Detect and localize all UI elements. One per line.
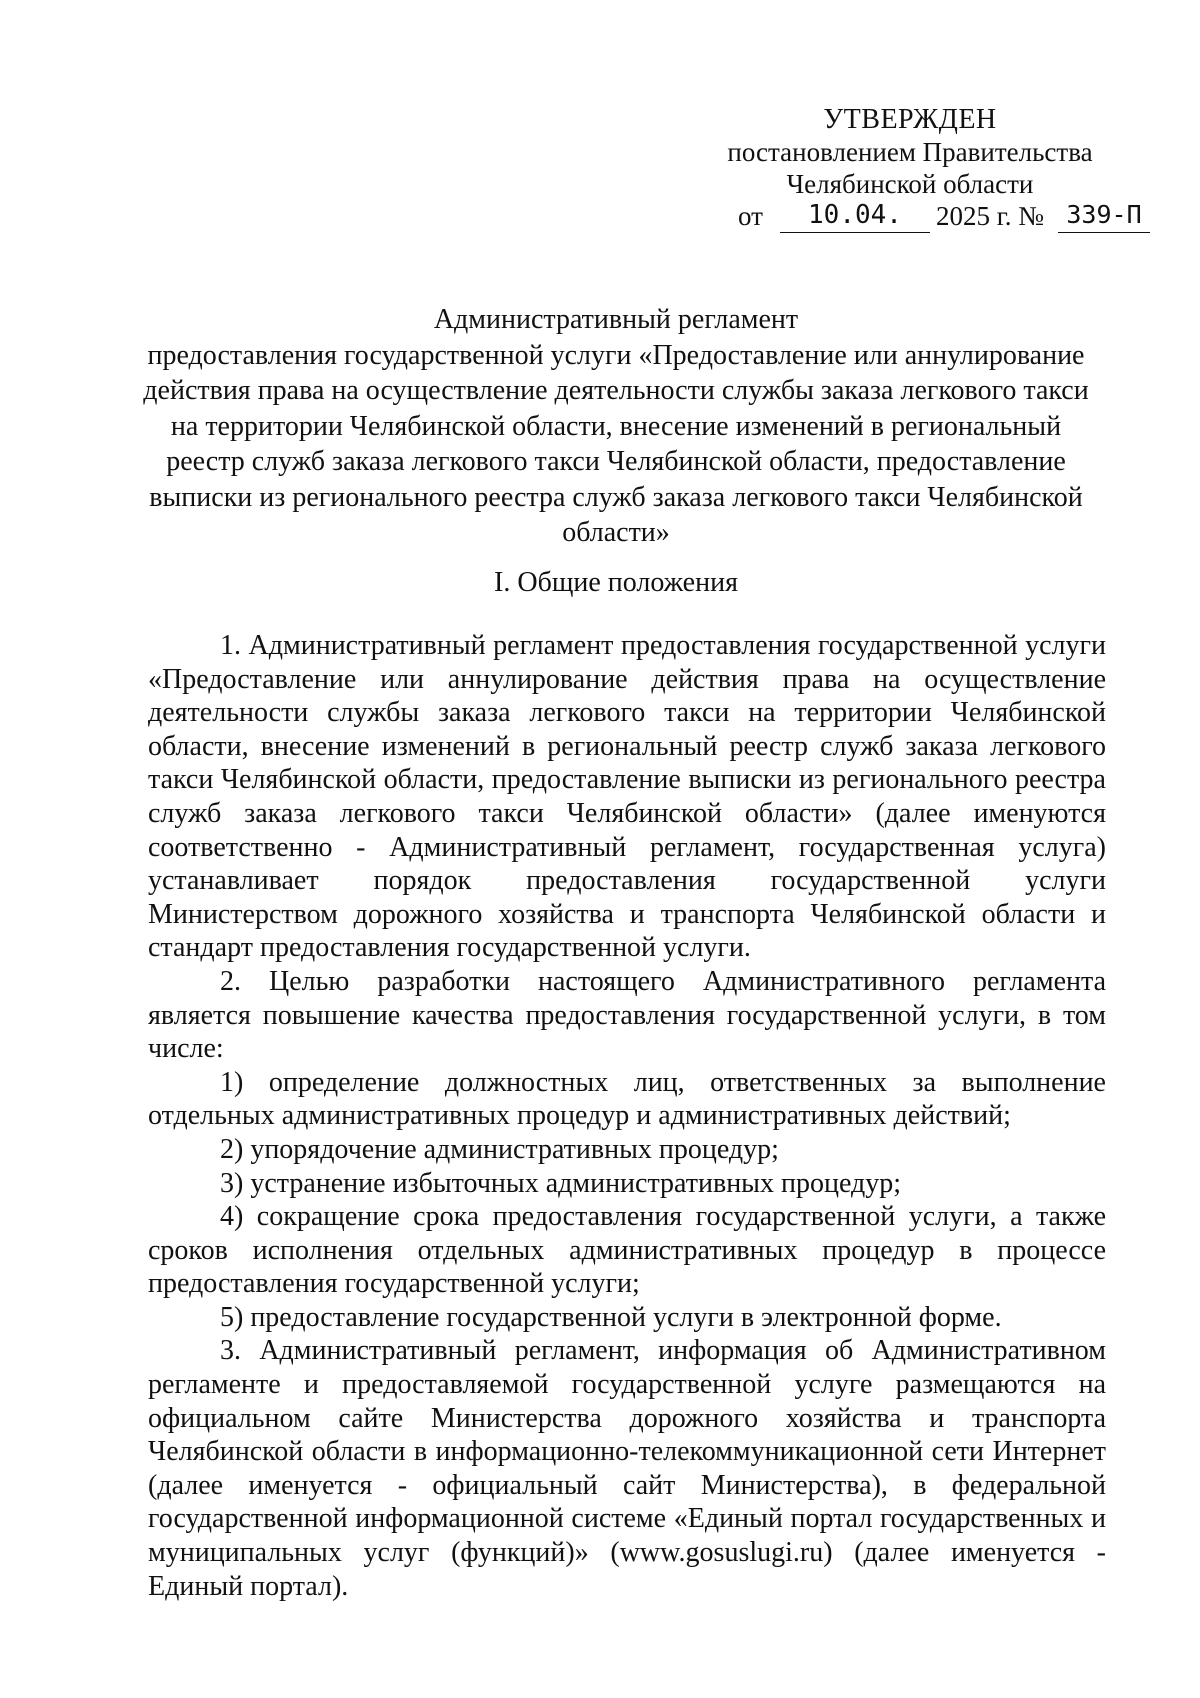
list-item: 1) определение должностных лиц, ответственных за выполнение отдельных административных процедур и административных действий;	[148, 1066, 1106, 1132]
approval-year-label: 2025 г. №	[936, 201, 1045, 231]
paragraph: 3. Административный регламент, информация об Административном регламенте и предоставляемой государственной услуге размещаются на официальном сайте Министерства дорожного хозяйства и транспорта Челябинской области в информационно-телекоммуникационной сети Интернет (далее именуется - официальный сайт Министерства), в федеральной государственной информационной системе «Единый портал государственных и муниципальных услуг (функций)» (www.gosuslugi.ru) (далее именуется - Единый портал).	[148, 1335, 1106, 1602]
approval-date-line	[700, 200, 1142, 234]
title-line: области»	[562, 517, 670, 548]
title-line: действия права на осуществление деятельности службы заказа легкового такси	[143, 375, 1089, 406]
approval-block	[700, 104, 1142, 234]
document-title	[140, 302, 1092, 551]
approval-title: УТВЕРЖДЕН	[823, 104, 997, 135]
approval-date: 10.04.	[780, 200, 930, 233]
title-line: предоставления государственной услуги «Предоставление или аннулирование	[147, 339, 1085, 371]
section-heading: I. Общие положения	[494, 567, 738, 598]
approval-line-resolution: постановлением Правительства	[727, 137, 1093, 167]
paragraph: 2. Целью разработки настоящего Административного регламента является повышение качества предоставления государственной услуги, в том числе:	[148, 965, 1106, 1065]
list-item: 3) устранение избыточных административных процедур;	[220, 1167, 902, 1199]
list-item: 4) сокращение срока предоставления государственной услуги, а также сроков исполнения отдельных административных процедур в процессе предоставления государственной услуги;	[148, 1201, 1106, 1300]
approval-line-region: Челябинской области	[786, 169, 1034, 199]
title-line: на территории Челябинской области, внесение изменений в региональный	[170, 410, 1062, 442]
list-item: 5) предоставление государственной услуги в электронной форме.	[220, 1301, 1002, 1333]
approval-number: 339-П	[1058, 200, 1150, 233]
paragraph: 1. Административный регламент предоставления государственной услуги «Предоставление или аннулирование действия права на осуществление деятельности службы заказа легкового такси на территории Челябинской области, внесение изменений в региональный реестр служб заказа легкового такси Челябинской области, предоставление выписки из регионального реестра служб заказа легкового такси Челябинской области» (далее именуются соответственно - Административный регламент, государственная услуга) устанавливает порядок предоставления государственной услуги Министерством дорожного хозяйства и транспорта Челябинской области и стандарт предоставления государственной услуги.	[148, 630, 1106, 964]
title-line: реестр служб заказа легкового такси Челябинской области, предоставление	[166, 446, 1066, 477]
title-line: Административный регламент	[433, 304, 799, 335]
approval-from-label: от	[738, 201, 763, 231]
document-body	[148, 629, 1106, 1603]
title-line: выписки из регионального реестра служб заказа легкового такси Челябинской	[149, 481, 1083, 513]
list-item: 2) упорядочение административных процедур;	[220, 1133, 779, 1165]
